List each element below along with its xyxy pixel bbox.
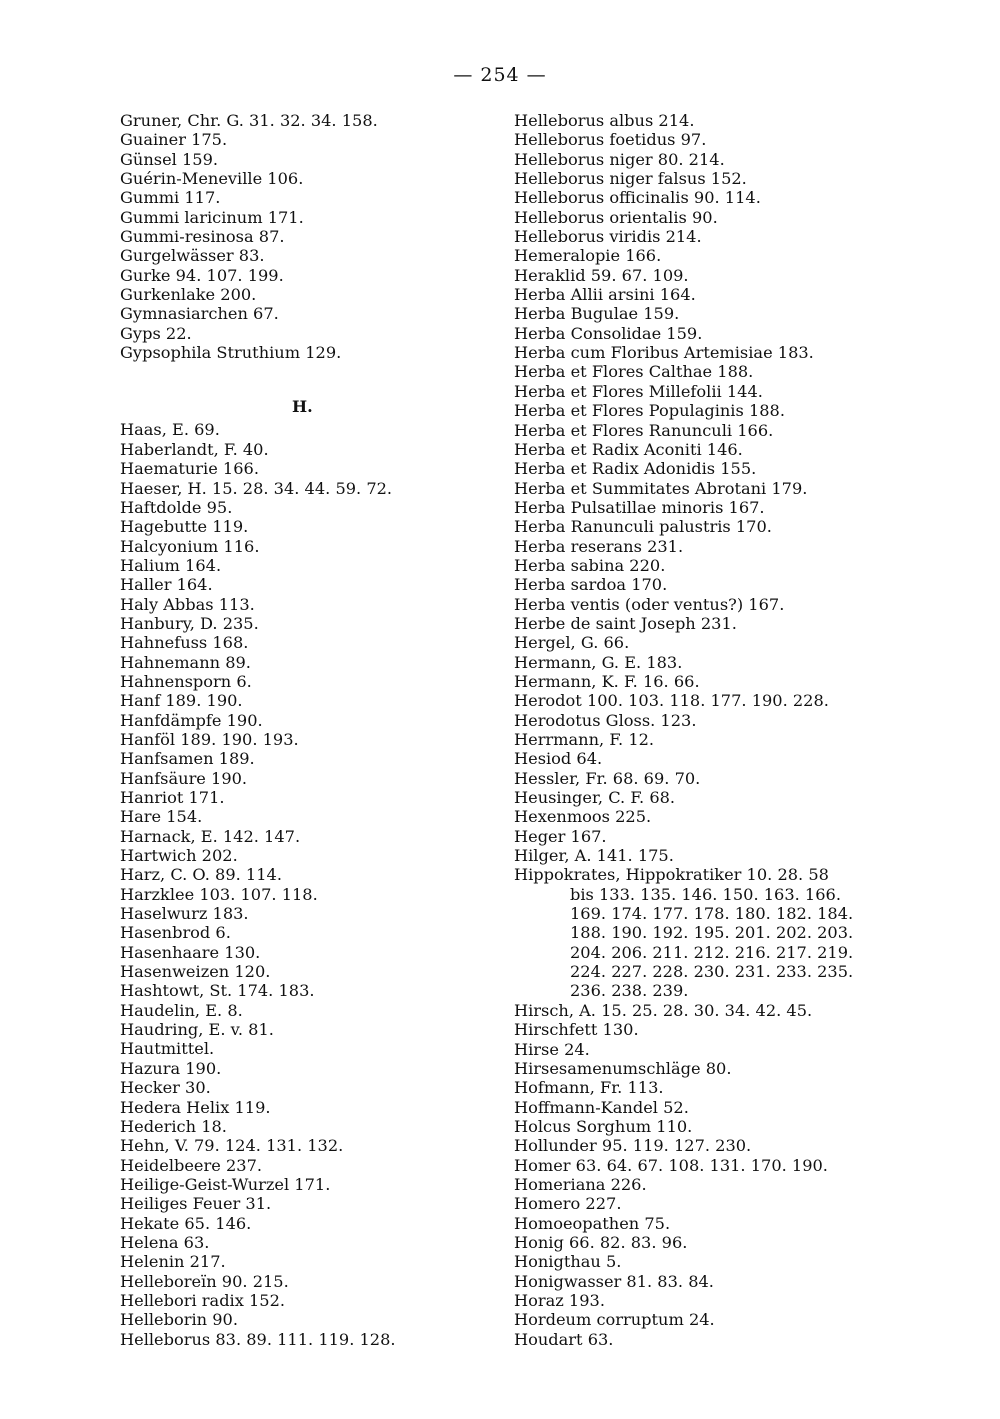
index-entry: Helenin 217. — [120, 1252, 226, 1272]
index-entry: Hanföl 189. 190. 193. — [120, 729, 299, 749]
index-entry: Hexenmoos 225. — [514, 807, 652, 827]
index-entry: Herba Allii arsini 164. — [514, 285, 696, 305]
index-entry: Herba et Flores Calthae 188. — [514, 362, 754, 382]
index-entry: Hanfdämpfe 190. — [120, 710, 263, 730]
index-entry: Honigthau 5. — [514, 1252, 622, 1272]
index-entry: Herba et Radix Aconiti 146. — [514, 439, 743, 459]
index-entry: Helleboreïn 90. 215. — [120, 1271, 289, 1291]
index-entry: Heusinger, C. F. 68. — [514, 788, 676, 808]
index-entry: Herba et Flores Ranunculi 166. — [514, 420, 774, 440]
index-entry: Haudring, E. v. 81. — [120, 1020, 274, 1040]
index-entry: Honig 66. 82. 83. 96. — [514, 1232, 688, 1252]
index-entry: Hoffmann-Kandel 52. — [514, 1097, 689, 1117]
index-entry: Hazura 190. — [120, 1058, 222, 1078]
index-entry-continuation: 204. 206. 211. 212. 216. 217. 219. — [570, 942, 854, 962]
index-entry: Helleborus niger 80. 214. — [514, 149, 725, 169]
index-entry: Herodotus Gloss. 123. — [514, 710, 697, 730]
index-entry: Harnack, E. 142. 147. — [120, 826, 301, 846]
index-entry: Hasenhaare 130. — [120, 942, 261, 962]
index-entry: Houdart 63. — [514, 1329, 614, 1349]
index-entry: Gummi-resinosa 87. — [120, 227, 285, 247]
index-entry: Heiliges Feuer 31. — [120, 1194, 272, 1214]
index-entry: Hanfsamen 189. — [120, 749, 255, 769]
index-entry: Hanfsäure 190. — [120, 768, 248, 788]
index-entry: Harzklee 103. 107. 118. — [120, 884, 318, 904]
index-entry: Homer 63. 64. 67. 108. 131. 170. 190. — [514, 1155, 828, 1175]
index-entry: Honigwasser 81. 83. 84. — [514, 1271, 714, 1291]
index-entry: Hesiod 64. — [514, 749, 603, 769]
index-entry: Herodot 100. 103. 118. 177. 190. 228. — [514, 691, 829, 711]
index-entry: Helleborus 83. 89. 111. 119. 128. — [120, 1329, 396, 1349]
index-entry: Hirschfett 130. — [514, 1020, 639, 1040]
index-entry: Helleborus orientalis 90. — [514, 207, 718, 227]
index-entry: Hellebori radix 152. — [120, 1290, 286, 1310]
index-entry: Helleborus viridis 214. — [514, 227, 702, 247]
index-entry: Hessler, Fr. 68. 69. 70. — [514, 768, 701, 788]
index-entry: Herba Ranunculi palustris 170. — [514, 517, 772, 537]
index-entry: Gyps 22. — [120, 323, 192, 343]
index-entry: Gurke 94. 107. 199. — [120, 265, 284, 285]
index-entry: Hemeralopie 166. — [514, 246, 662, 266]
index-entry: Haselwurz 183. — [120, 904, 249, 924]
index-entry: Hautmittel. — [120, 1039, 215, 1059]
index-entry: Heraklid 59. 67. 109. — [514, 265, 689, 285]
index-entry-continuation: bis 133. 135. 146. 150. 163. 166. — [570, 884, 841, 904]
index-entry: Herba Pulsatillae minoris 167. — [514, 497, 765, 517]
index-entry: Hahnemann 89. — [120, 652, 251, 672]
index-entry: Halium 164. — [120, 555, 222, 575]
index-entry: Haeser, H. 15. 28. 34. 44. 59. 72. — [120, 478, 393, 498]
index-entry: Hermann, G. E. 183. — [514, 652, 683, 672]
index-entry: Homero 227. — [514, 1194, 622, 1214]
index-entry: Hanbury, D. 235. — [120, 613, 259, 633]
index-entry: Harz, C. O. 89. 114. — [120, 865, 282, 885]
index-entry: Homeriana 226. — [514, 1174, 647, 1194]
index-entry: Guainer 175. — [120, 130, 228, 150]
index-entry: Helleborus foetidus 97. — [514, 130, 707, 150]
index-entry: Heidelbeere 237. — [120, 1155, 263, 1175]
index-entry: Herbe de saint Joseph 231. — [514, 613, 737, 633]
index-entry: Holcus Sorghum 110. — [514, 1116, 693, 1136]
index-entry: Hasenbrod 6. — [120, 923, 231, 943]
index-entry: Herba sabina 220. — [514, 555, 666, 575]
page-number: — 254 — — [453, 64, 547, 86]
index-entry: Hippokrates, Hippokratiker 10. 28. 58 — [514, 865, 829, 885]
index-entry: Herba cum Floribus Artemisiae 183. — [514, 343, 814, 363]
index-entry: Hirse 24. — [514, 1039, 590, 1059]
index-entry: Helleborin 90. — [120, 1310, 238, 1330]
index-entry: Herba ventis (oder ventus?) 167. — [514, 594, 785, 614]
index-entry: Hanf 189. 190. — [120, 691, 243, 711]
index-entry: Gummi 117. — [120, 188, 221, 208]
index-entry: Heilige-Geist-Wurzel 171. — [120, 1174, 331, 1194]
index-entry: Halcyonium 116. — [120, 536, 260, 556]
index-entry: Haly Abbas 113. — [120, 594, 255, 614]
index-entry: Hahnefuss 168. — [120, 633, 249, 653]
index-entry: Herrmann, F. 12. — [514, 730, 655, 749]
index-entry: Heger 167. — [514, 826, 607, 846]
index-entry-continuation: 236. 238. 239. — [570, 981, 689, 1001]
index-entry: Helleborus albus 214. — [514, 111, 695, 130]
index-entry: Helleborus niger falsus 152. — [514, 169, 747, 189]
index-entry: Haller 164. — [120, 575, 213, 595]
index-entry: Herba reserans 231. — [514, 536, 684, 556]
index-entry-continuation: 224. 227. 228. 230. 231. 233. 235. — [570, 962, 854, 982]
index-entry: Gurkenlake 200. — [120, 285, 257, 305]
index-entry: Hollunder 95. 119. 127. 230. — [514, 1136, 752, 1156]
index-entry: Hahnensporn 6. — [120, 671, 252, 691]
index-entry: Herba et Radix Adonidis 155. — [514, 459, 757, 479]
index-entry: Hartwich 202. — [120, 846, 238, 866]
index-entry: Hirsch, A. 15. 25. 28. 30. 34. 42. 45. — [514, 1000, 813, 1020]
index-entry: Herba sardoa 170. — [514, 575, 668, 595]
index-entry-continuation: 169. 174. 177. 178. 180. 182. 184. — [570, 904, 854, 924]
index-column-right — [514, 111, 894, 1349]
index-entry: Hanriot 171. — [120, 788, 225, 807]
index-entry: Haftdolde 95. — [120, 497, 233, 517]
index-entry: Herba Consolidae 159. — [514, 323, 703, 343]
index-entry: Hagebutte 119. — [120, 517, 249, 537]
index-entry: Hilger, A. 141. 175. — [514, 846, 674, 866]
index-entry: Hordeum corruptum 24. — [514, 1310, 715, 1330]
index-entry: Gummi laricinum 171. — [120, 207, 304, 227]
index-entry: Hergel, G. 66. — [514, 633, 630, 653]
index-entry: Herba et Flores Populaginis 188. — [514, 401, 785, 421]
index-entry: Haberlandt, F. 40. — [120, 439, 269, 459]
index-entry: Hofmann, Fr. 113. — [514, 1078, 664, 1098]
index-entry: Günsel 159. — [120, 149, 219, 169]
index-entry: Hecker 30. — [120, 1078, 211, 1098]
index-entry: Gurgelwässer 83. — [120, 246, 265, 266]
index-entry-continuation: 188. 190. 192. 195. 201. 202. 203. — [570, 923, 854, 943]
index-entry: Gymnasiarchen 67. — [120, 304, 279, 324]
index-entry: Hedera Helix 119. — [120, 1097, 271, 1117]
section-heading: H. — [292, 397, 313, 416]
index-entry: Homoeopathen 75. — [514, 1213, 671, 1233]
index-entry: Hirsesamenumschläge 80. — [514, 1058, 732, 1078]
index-entry: Hermann, K. F. 16. 66. — [514, 671, 700, 691]
index-entry: Hashtowt, St. 174. 183. — [120, 981, 315, 1001]
index-entry: Hekate 65. 146. — [120, 1213, 252, 1233]
index-entry: Gruner, Chr. G. 31. 32. 34. 158. — [120, 111, 378, 130]
index-entry: Hare 154. — [120, 807, 203, 827]
index-entry: Herba et Summitates Abrotani 179. — [514, 478, 808, 498]
index-entry: Hederich 18. — [120, 1116, 227, 1136]
index-entry: Helleborus officinalis 90. 114. — [514, 188, 761, 208]
index-entry: Haas, E. 69. — [120, 420, 220, 440]
index-entry: Hehn, V. 79. 124. 131. 132. — [120, 1136, 344, 1156]
index-entry: Herba et Flores Millefolii 144. — [514, 381, 763, 401]
index-entry: Hasenweizen 120. — [120, 962, 271, 982]
index-entry: Herba Bugulae 159. — [514, 304, 680, 324]
index-entry: Haudelin, E. 8. — [120, 1000, 243, 1020]
index-entry: Haematurie 166. — [120, 459, 259, 479]
index-entry: Horaz 193. — [514, 1290, 605, 1310]
index-entry: Gypsophila Struthium 129. — [120, 343, 342, 363]
index-entry: Helena 63. — [120, 1232, 210, 1252]
index-entry: Guérin-Meneville 106. — [120, 169, 304, 189]
index-column-left — [120, 111, 480, 1349]
